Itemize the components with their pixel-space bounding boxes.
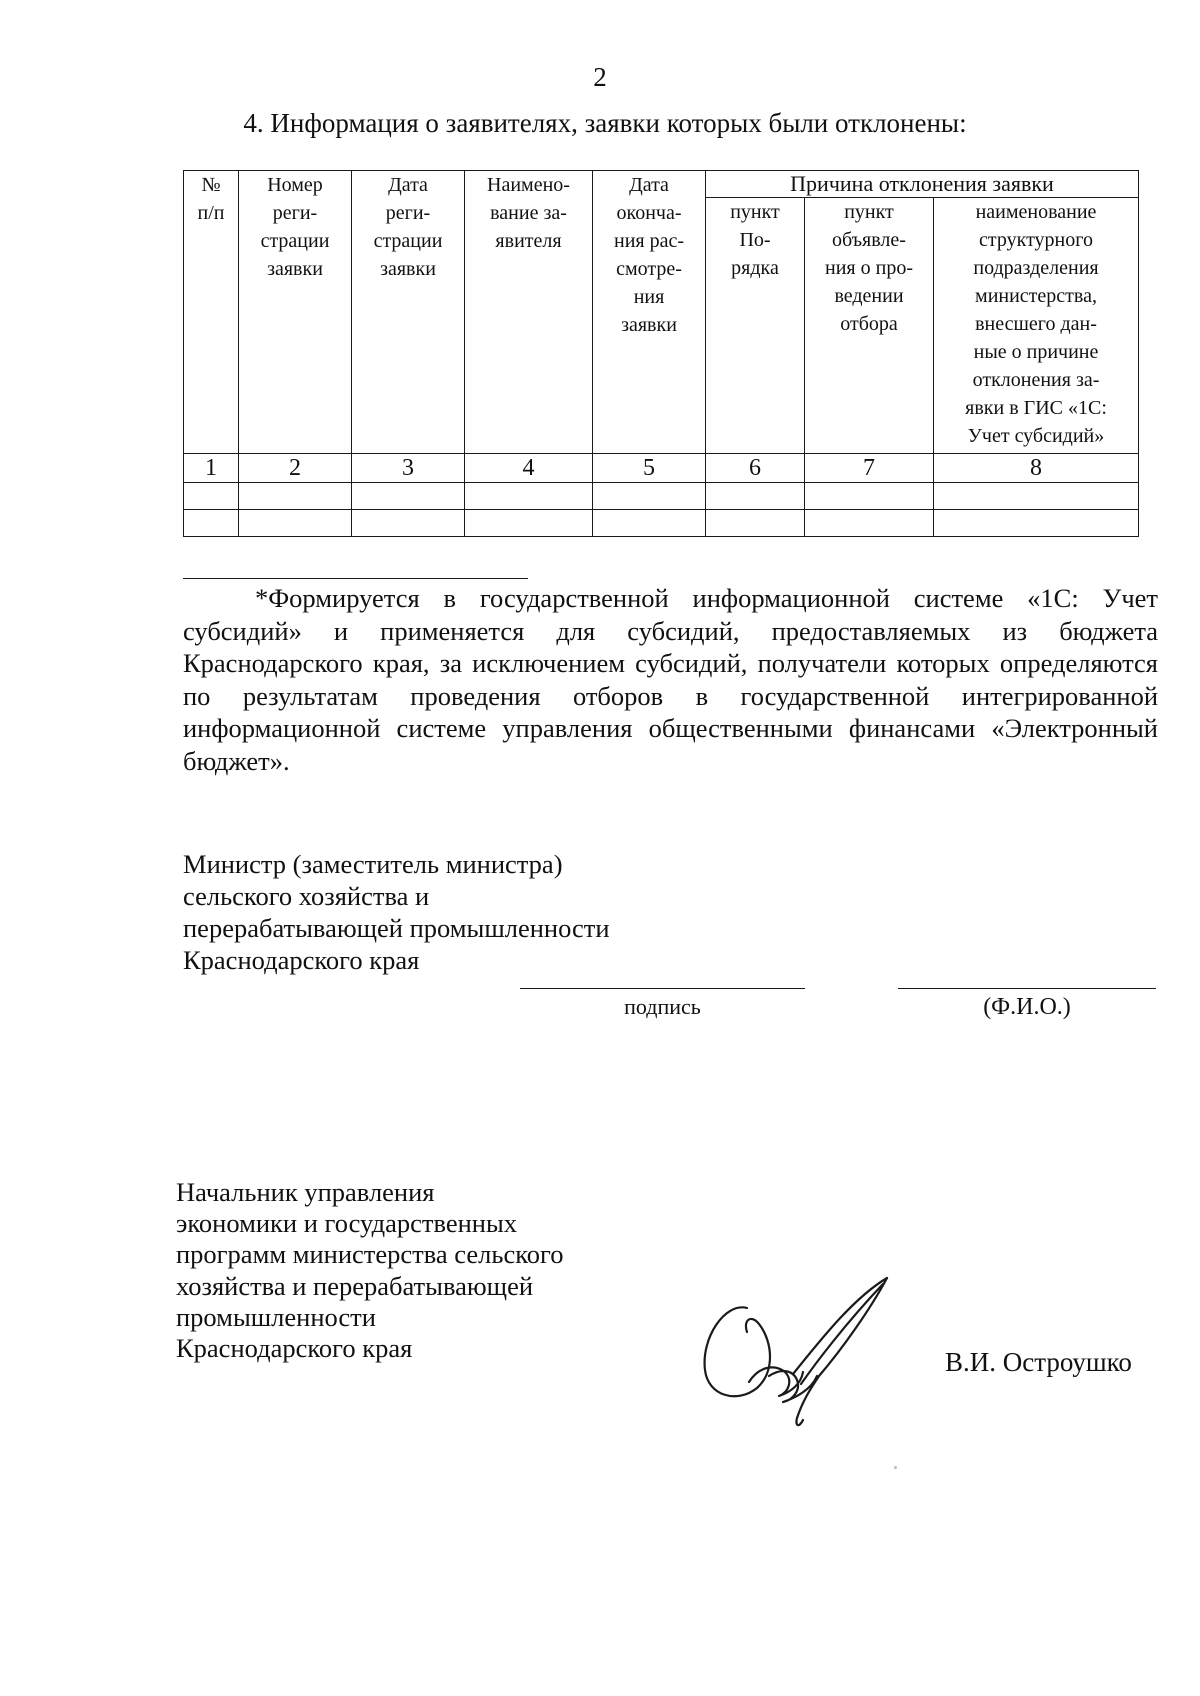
scan-speck xyxy=(894,1466,897,1469)
signer-name: В.И. Остроушко xyxy=(945,1347,1132,1377)
signatory-title-line: промышленности xyxy=(176,1301,376,1332)
table-row xyxy=(184,483,1139,510)
signatory-title-line: Начальник управления xyxy=(176,1177,435,1207)
table-cell xyxy=(465,483,593,510)
column-number: 7 xyxy=(805,454,934,483)
header-applicant: Наимено- вание за- явителя xyxy=(465,171,593,454)
column-number-row xyxy=(184,454,1139,483)
page-number: 2 xyxy=(593,62,607,92)
table-cell xyxy=(934,510,1139,537)
handwritten-signature xyxy=(695,1272,910,1432)
table-cell xyxy=(239,510,352,537)
column-number: 8 xyxy=(934,454,1139,483)
column-number: 5 xyxy=(593,454,706,483)
signature-line xyxy=(520,988,805,989)
table-cell xyxy=(593,510,706,537)
table-cell xyxy=(352,483,465,510)
signatory-title-line: перерабатывающей промышленности xyxy=(183,913,610,943)
rejected-applicants-table-wrap xyxy=(183,170,1139,537)
signatory-title-line: Министр (заместитель министра) xyxy=(183,849,563,879)
header-reason-order: пункт По- рядка xyxy=(706,198,805,454)
table-cell xyxy=(706,510,805,537)
signature-block-head xyxy=(176,1177,696,1364)
signatory-title-line: программ министерства сельского xyxy=(176,1239,564,1270)
header-reg-number: Номер реги- страции заявки xyxy=(239,171,352,454)
footnote-separator xyxy=(183,578,528,579)
column-number: 2 xyxy=(239,454,352,483)
table-cell xyxy=(706,483,805,510)
signatory-title-line: сельского хозяйства и xyxy=(183,881,430,911)
table-header-row xyxy=(184,171,1139,198)
table-cell xyxy=(934,483,1139,510)
column-number: 3 xyxy=(352,454,465,483)
fio-caption: (Ф.И.О.) xyxy=(983,994,1071,1020)
column-number: 1 xyxy=(184,454,239,483)
fio-line xyxy=(898,988,1156,989)
table-cell xyxy=(184,483,239,510)
section-heading: 4. Информация о заявителях, заявки которых были отклонены: xyxy=(243,108,967,138)
signatory-title-line: Краснодарского края xyxy=(176,1333,413,1364)
table-cell xyxy=(239,483,352,510)
table-cell xyxy=(805,483,934,510)
signature-caption: подпись xyxy=(624,994,701,1019)
header-reg-date: Дата реги- страции заявки xyxy=(352,171,465,454)
signatory-title-line: Краснодарского края xyxy=(183,945,420,975)
header-reason-group: Причина отклонения заявки xyxy=(706,171,1139,198)
header-reason-notice: пункт объявле- ния о про- ведении отбора xyxy=(805,198,934,454)
footnote-text: *Формируется в государственной информационной системе «1С: Учет субсидий» и применяется для субсидий, предоставляемых из бюджета Краснодарского края, за исключением субсидий, получатели которых определяются по результатам проведения отборов в государственной интегрированной информационной системе управления общественными финансами «Электронный бюджет». xyxy=(183,583,1158,776)
table-cell xyxy=(184,510,239,537)
signatory-title-line: хозяйства и перерабатывающей xyxy=(176,1270,534,1301)
table-row xyxy=(184,510,1139,537)
header-end-date: Дата оконча- ния рас- смотре- ния заявки xyxy=(593,171,706,454)
table-cell xyxy=(593,483,706,510)
header-reason-unit: наименование структурного подразделения министерства, внесшего дан- ные о причине отклонения за- явки в ГИС «1С: Учет субсидий» xyxy=(934,198,1139,454)
column-number: 4 xyxy=(465,454,593,483)
table-cell xyxy=(805,510,934,537)
signatory-title-line: экономики и государственных xyxy=(176,1208,518,1239)
signature-block-minister xyxy=(183,848,703,976)
table-cell xyxy=(465,510,593,537)
column-number: 6 xyxy=(706,454,805,483)
rejected-applicants-table xyxy=(183,170,1139,537)
header-num: № п/п xyxy=(184,171,239,454)
table-cell xyxy=(352,510,465,537)
